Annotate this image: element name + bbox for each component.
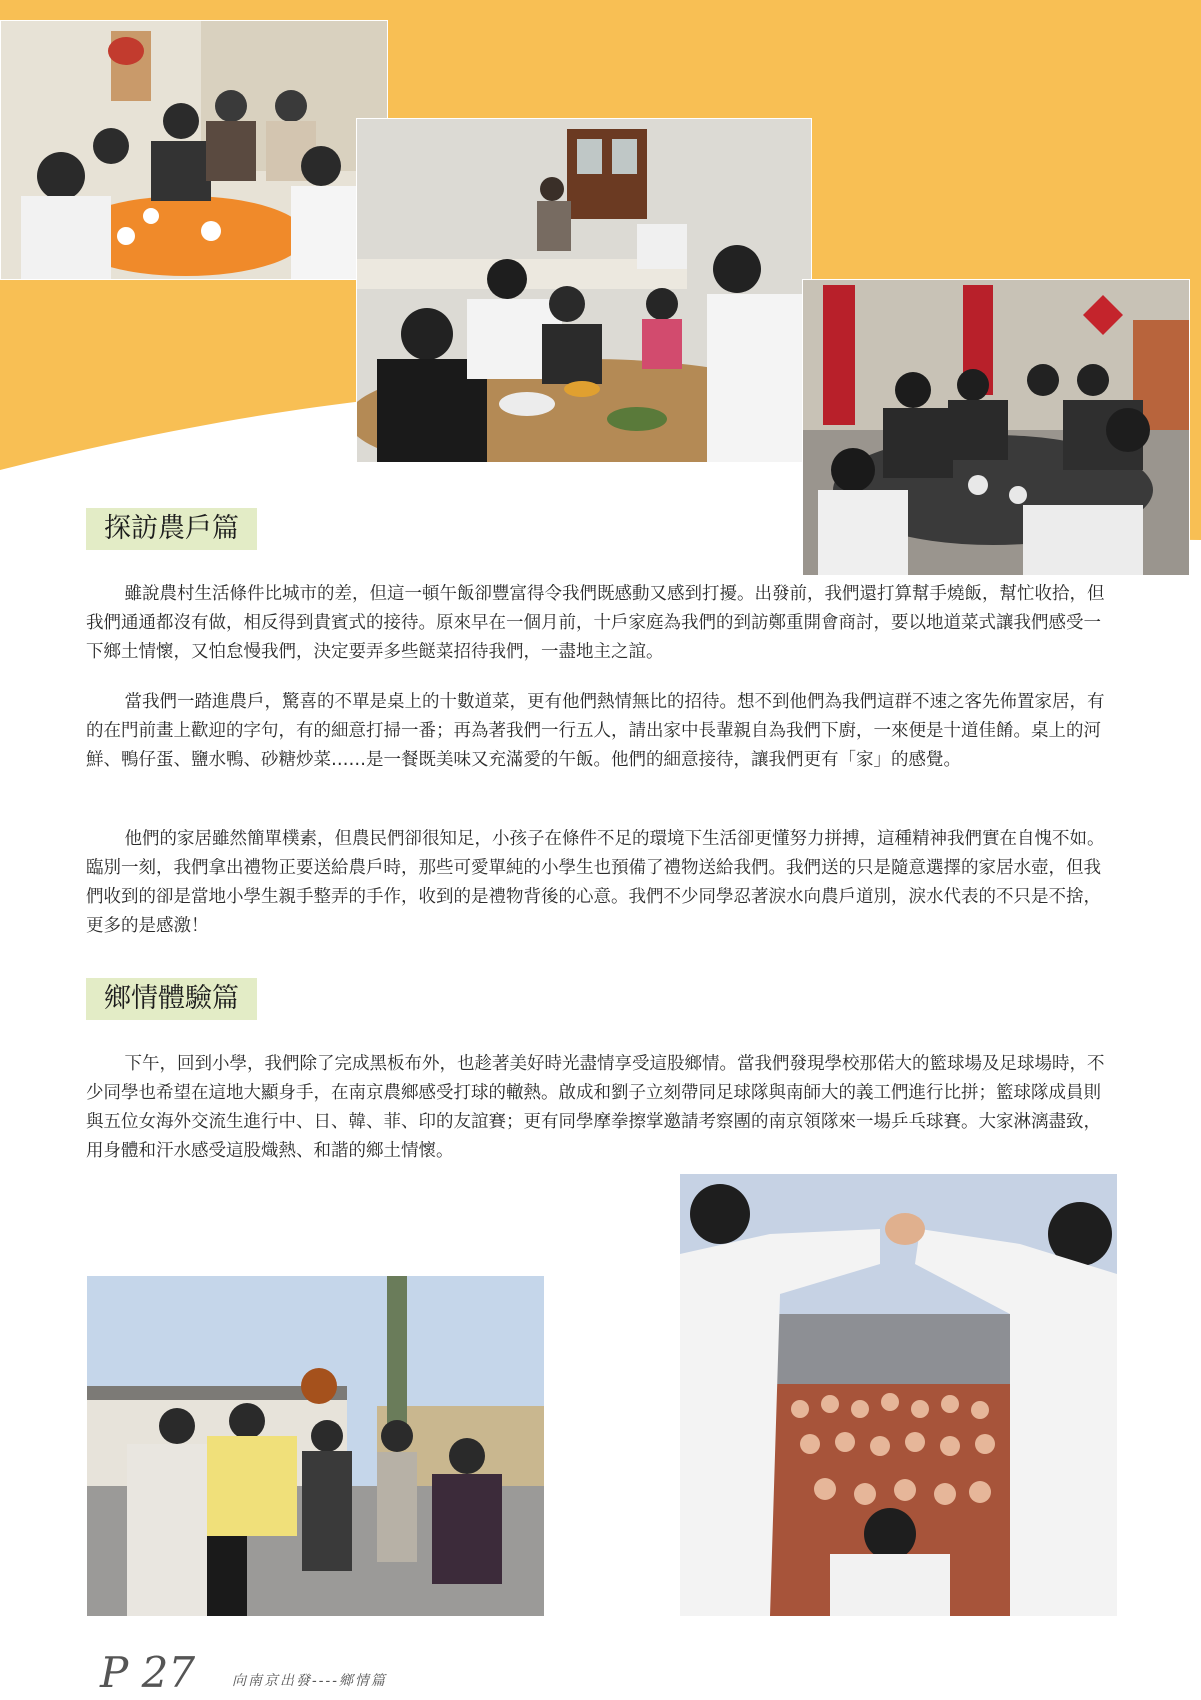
photo-farmhouse-meal — [802, 279, 1190, 576]
paragraph: 雖說農村生活條件比城市的差，但這一頓午飯卻豐富得令我們既感動又感到打擾。出發前，我們還打算幫手燒飯，幫忙收拾，但我們通通都沒有做，相反得到貴賓式的接待。原來早在一個月前，十戶家庭為我們的到訪鄭重開會商討，要以地道菜式讓我們感受一下鄉土情懷，又怕怠慢我們，決定要弄多些餸菜招待我們，一盡地主之誼。 — [86, 584, 1105, 662]
footer-title: 向南京出發----鄉情篇 — [232, 1673, 387, 1689]
paragraph: 他們的家居雖然簡單樸素，但農民們卻很知足，小孩子在條件不足的環境下生活卻更懂努力拼搏，這種精神我們實在自愧不如。臨別一刻，我們拿出禮物正要送給農戶時，那些可愛單純的小學生也預備了禮物送給我們。我們送的只是隨意選擇的家居水壺，但我們收到的卻是當地小學生親手整弄的手作，收到的是禮物背後的心意。我們不少同學忍著淚水向農戶道別，淚水代表的不只是不捨，更多的是感激！ — [86, 829, 1105, 936]
photo-kitchen-dinner — [356, 118, 812, 463]
page-number: P 27 — [100, 1648, 196, 1697]
section-heading-farm-visit: 探訪農戶篇 — [86, 508, 257, 550]
section-heading-village-experience: 鄉情體驗篇 — [86, 978, 257, 1020]
paragraph: 當我們一踏進農戶，驚喜的不單是桌上的十數道菜，更有他們熱情無比的招待。想不到他們為我們這群不速之客先佈置家居，有的在門前畫上歡迎的字句，有的細意打掃一番；再為著我們一行五人，請出家中長輩親自為我們下廚，一來便是十道佳餚。桌上的河鮮、鴨仔蛋、鹽水鴨、砂糖炒菜……是一餐既美味又充滿愛的午飯。他們的細意接待，讓我們更有「家」的感覺。 — [86, 692, 1105, 770]
paragraph: 下午，回到小學，我們除了完成黑板布外，也趁著美好時光盡情享受這股鄉情。當我們發現學校那偌大的籃球場及足球場時，不少同學也希望在這地大顯身手，在南京農鄉感受打球的轍熱。啟成和劉子立刻帶同足球隊與南師大的義工們進行比拼；籃球隊成員則與五位女海外交流生進行中、日、韓、菲、印的友誼賽；更有同學摩拳擦掌邀請考察團的南京領隊來一場乒乓球賽。大家淋漓盡致，用身體和汗水感受這股熾熱、和諧的鄉土情懷。 — [86, 1054, 1105, 1161]
photo-basketball-court — [86, 1275, 545, 1617]
photo-children-arch — [679, 1173, 1118, 1617]
photo-farm-family-dinner — [0, 20, 388, 280]
